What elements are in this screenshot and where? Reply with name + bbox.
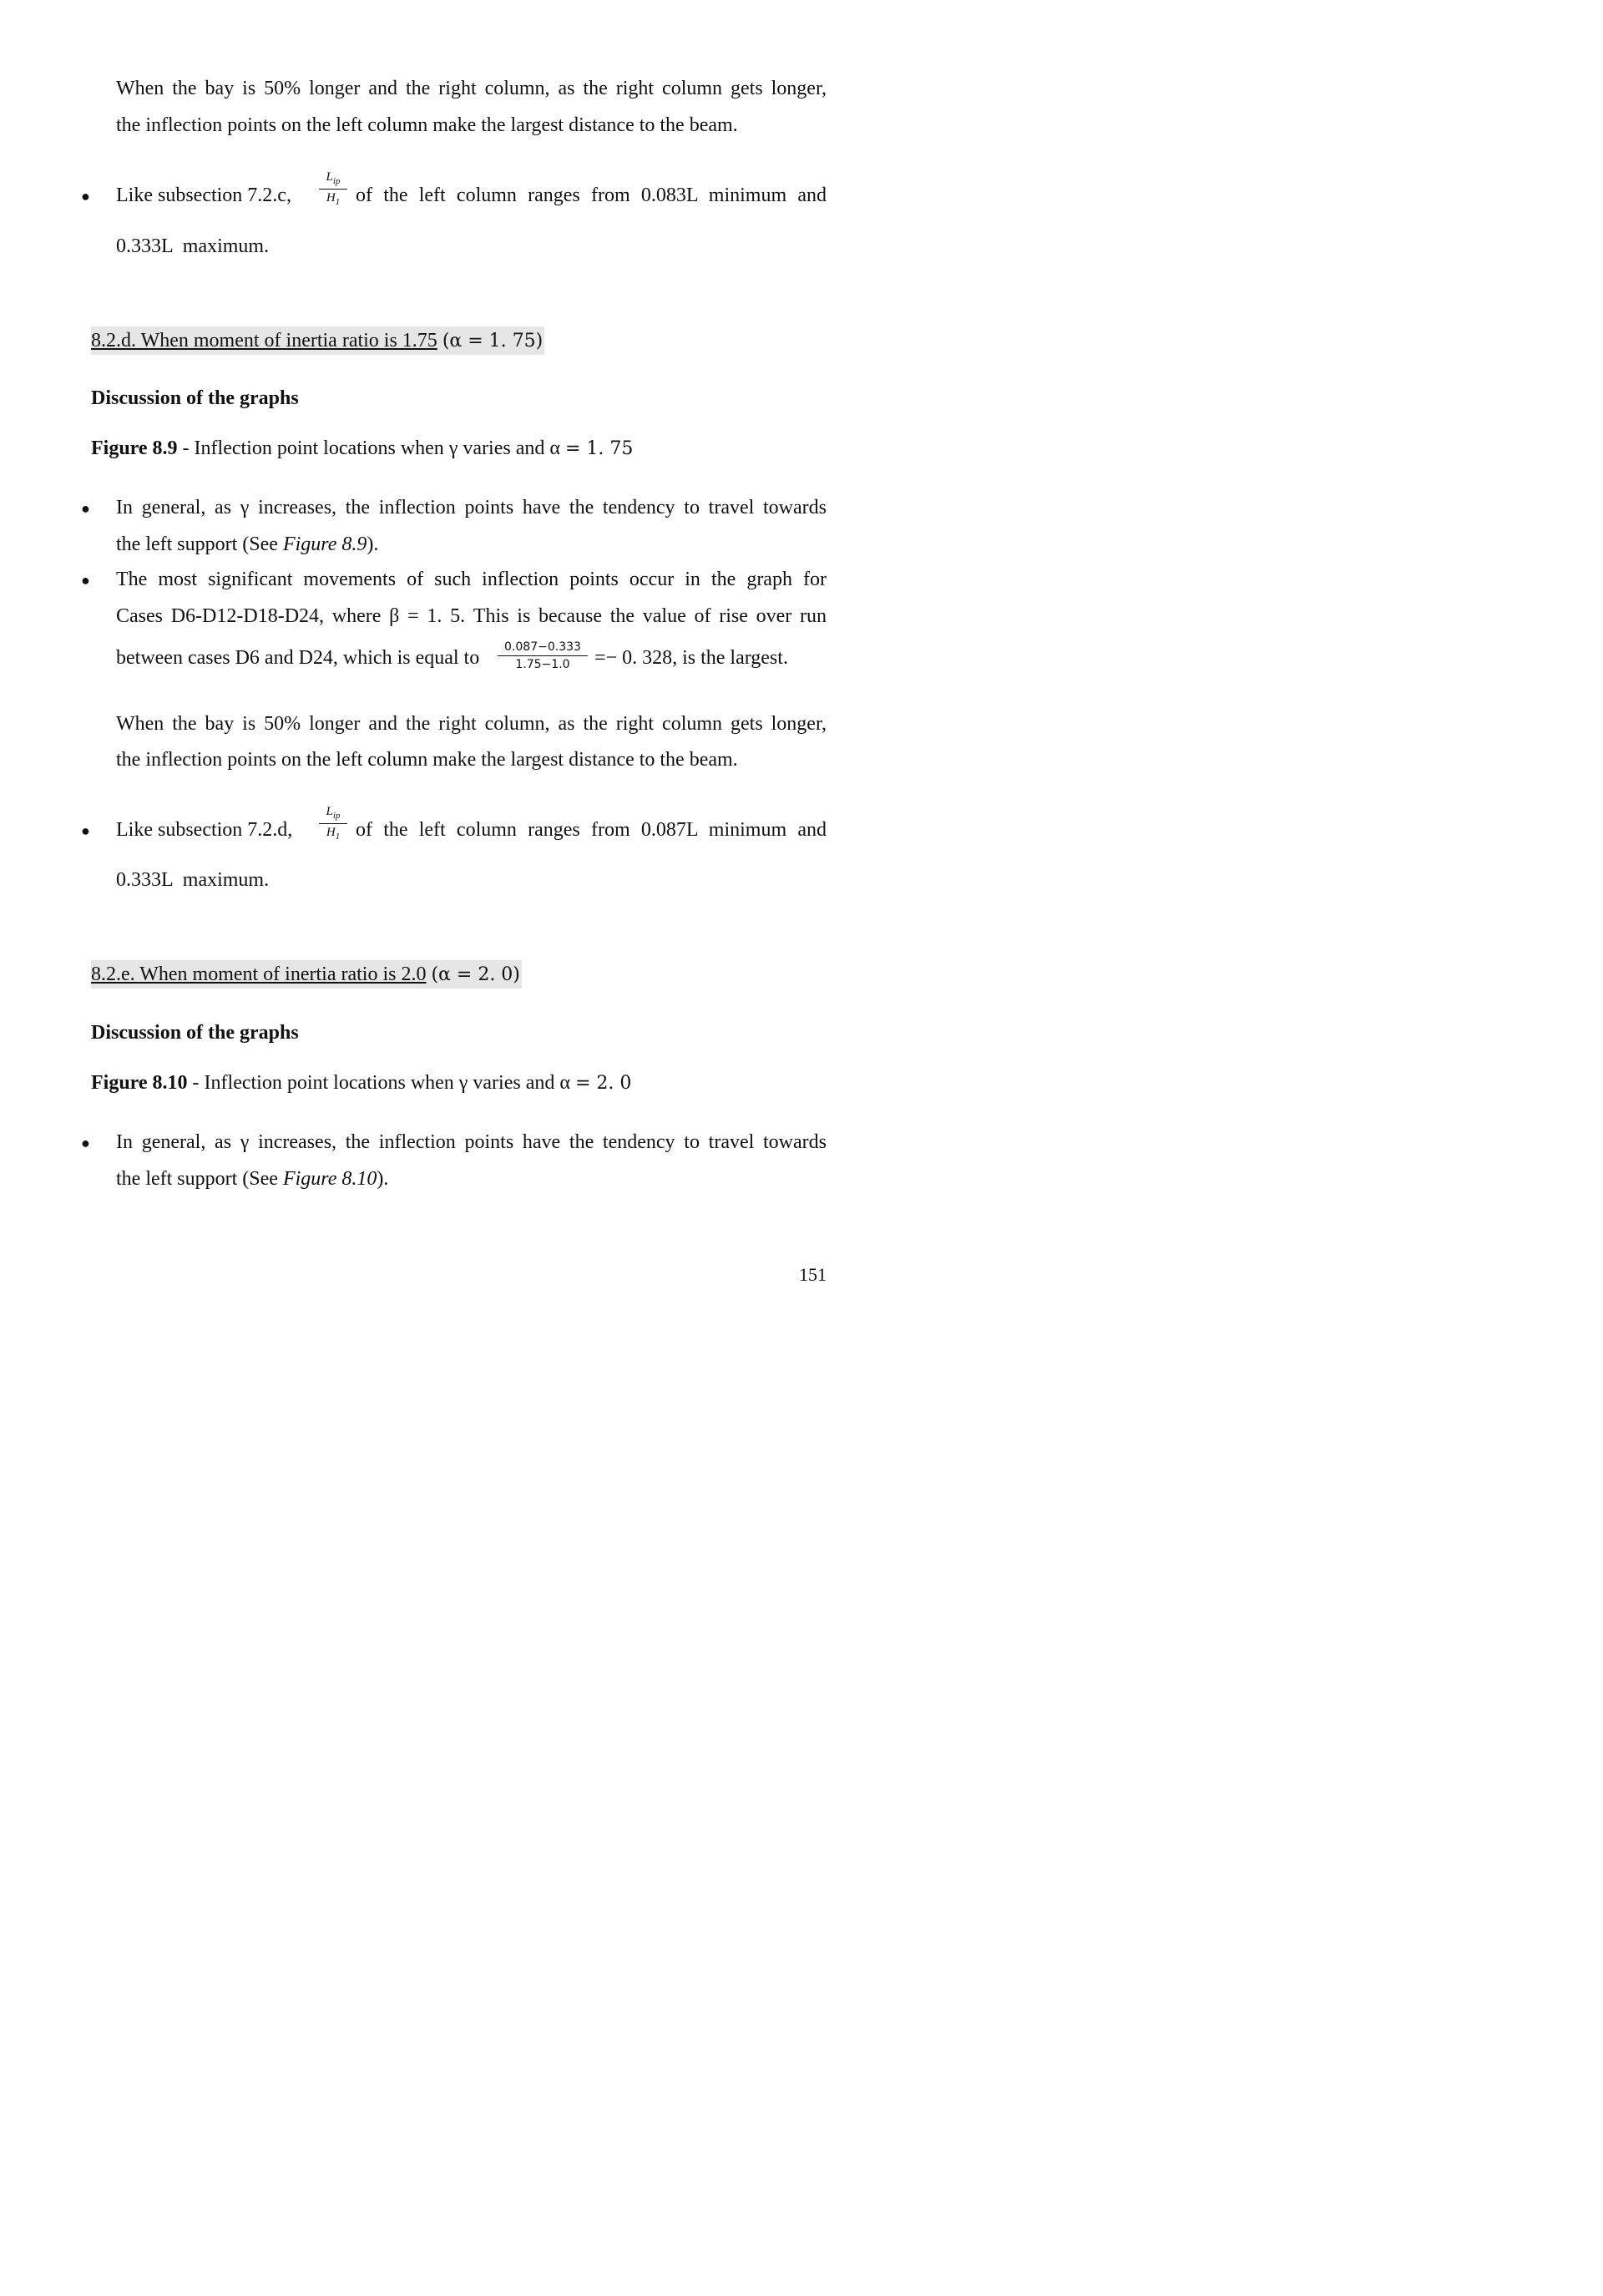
bullet-text-part: ). bbox=[367, 534, 379, 555]
bullet-text-part: the left support (See bbox=[116, 534, 283, 555]
figure-caption-text: - Inflection point locations when γ varies and α bbox=[187, 1072, 570, 1094]
fraction-denominator: 1.75−1.0 bbox=[515, 658, 570, 671]
paragraph-line: the inflection points on the left column make the largest distance to the beam. bbox=[116, 749, 738, 771]
fraction-denominator-sub: 1 bbox=[335, 197, 341, 207]
bullet-icon: ● bbox=[81, 500, 90, 517]
bullet-text-line: 0.333L maximum. bbox=[116, 869, 270, 891]
bullet-text-suffix: =− 0. 328, is the largest. bbox=[594, 647, 788, 669]
figure-caption bbox=[91, 1073, 631, 1093]
fraction-denominator-sub: 1 bbox=[335, 832, 341, 842]
figure-caption bbox=[91, 438, 633, 458]
paragraph-line: When the bay is 50% longer and the right column, as the right column gets longer, bbox=[116, 78, 827, 99]
figure-reference: Figure 8.10 bbox=[282, 1168, 377, 1190]
section-heading bbox=[91, 326, 544, 355]
bullet-text-line: The most significant movements of such inflection points occur in the graph for bbox=[116, 569, 827, 590]
section-heading-title: 8.2.d. When moment of inertia ratio is 1.75 bbox=[91, 330, 437, 351]
section-heading-math: (α = 1. 75) bbox=[442, 331, 544, 351]
section-heading-title: 8.2.e. When moment of inertia ratio is 2.0 bbox=[91, 963, 427, 985]
fraction-denominator: H bbox=[326, 191, 336, 205]
bullet-text-line bbox=[116, 1169, 388, 1189]
section-heading-math: (α = 2. 0) bbox=[431, 964, 520, 985]
bullet-icon: ● bbox=[81, 188, 90, 205]
fraction-rise-over-run bbox=[498, 641, 588, 670]
bullet-text-suffix: of the left column ranges from 0.083L minimum and bbox=[356, 185, 827, 206]
bullet-text-suffix: of the left column ranges from 0.087L minimum and bbox=[356, 819, 827, 841]
figure-label: Figure 8.9 bbox=[91, 437, 178, 459]
fraction-lip-h1 bbox=[319, 806, 347, 842]
fraction-bar bbox=[319, 189, 347, 190]
fraction-numerator-sub: ip bbox=[332, 176, 341, 186]
bullet-text-line bbox=[116, 534, 378, 554]
fraction-numerator-sub: ip bbox=[332, 811, 341, 821]
bullet-icon: ● bbox=[81, 1135, 90, 1151]
bullet-text-line: In general, as γ increases, the inflection points have the tendency to travel towards bbox=[116, 497, 827, 518]
figure-caption-math: = 1. 75 bbox=[564, 438, 634, 459]
bullet-text-part: the left support (See bbox=[116, 1168, 283, 1190]
fraction-numerator: L bbox=[326, 170, 333, 184]
fraction-bar bbox=[319, 823, 347, 824]
bullet-icon: ● bbox=[81, 572, 90, 589]
bullet-text-line: In general, as γ increases, the inflection points have the tendency to travel towards bbox=[116, 1131, 827, 1153]
fraction-lip-h1 bbox=[319, 171, 347, 207]
bullet-text-line: 0.333L maximum. bbox=[116, 235, 270, 257]
bullet-text-prefix: Like subsection 7.2.c, bbox=[116, 185, 291, 206]
bullet-text-prefix: Like subsection 7.2.d, bbox=[116, 819, 293, 841]
fraction-denominator: H bbox=[326, 826, 336, 839]
bullet-text-prefix: between cases D6 and D24, which is equal to bbox=[116, 647, 480, 669]
figure-caption-math: = 2. 0 bbox=[574, 1073, 632, 1094]
discussion-heading: Discussion of the graphs bbox=[91, 387, 299, 409]
bullet-text-part: ). bbox=[377, 1168, 389, 1190]
figure-label: Figure 8.10 bbox=[91, 1072, 188, 1094]
fraction-numerator: L bbox=[326, 805, 333, 818]
paragraph-line: the inflection points on the left column make the largest distance to the beam. bbox=[116, 114, 738, 136]
section-heading bbox=[91, 960, 522, 989]
fraction-numerator: 0.087−0.333 bbox=[504, 640, 581, 654]
figure-caption-text: - Inflection point locations when γ varies and α bbox=[177, 437, 560, 459]
figure-reference: Figure 8.9 bbox=[282, 534, 367, 555]
bullet-text-line: Cases D6-D12-D18-D24, where β = 1. 5. This is because the value of rise over run bbox=[116, 605, 827, 627]
bullet-icon: ● bbox=[81, 822, 90, 839]
discussion-heading: Discussion of the graphs bbox=[91, 1022, 299, 1044]
page-number: 151 bbox=[799, 1264, 827, 1285]
paragraph-line: When the bay is 50% longer and the right column, as the right column gets longer, bbox=[116, 713, 827, 735]
fraction-bar bbox=[498, 655, 588, 656]
